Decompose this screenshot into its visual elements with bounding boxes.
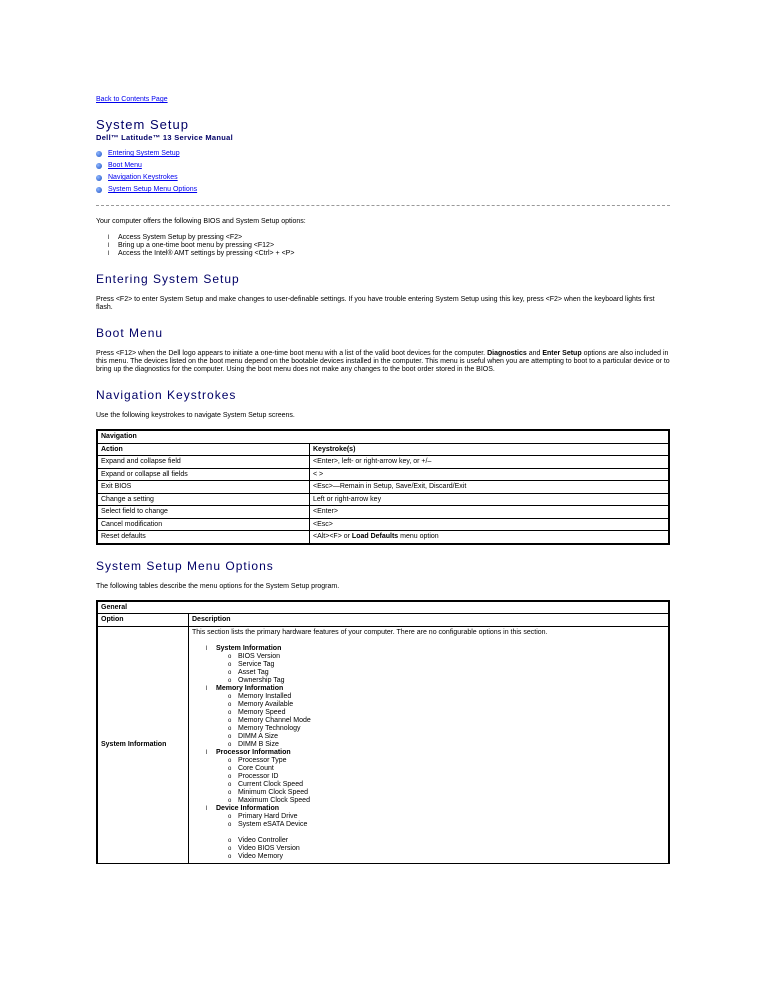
column-header-keystrokes: Keystroke(s) <box>310 443 670 456</box>
table-row: Change a setting Left or right-arrow key <box>97 493 669 506</box>
sub-list-marker-icon: o <box>228 701 232 708</box>
table-row: Exit BIOS <Esc>—Remain in Setup, Save/Exit, Discard/Exit <box>97 481 669 494</box>
info-group-item: o Memory Technology <box>228 724 301 732</box>
info-group-item: o Processor Type <box>228 756 287 764</box>
info-group-item: o Video BIOS Version <box>228 844 300 852</box>
info-group-heading: l Device Information <box>206 804 280 812</box>
info-group-item: o System eSATA Device <box>228 820 308 828</box>
sub-list-marker-icon: o <box>228 773 232 780</box>
intro-text: Your computer offers the following BIOS and System Setup options: <box>96 218 306 225</box>
info-group-item: o Asset Tag <box>228 668 269 676</box>
info-group-item: o Video Controller <box>228 836 289 844</box>
info-group-item: o BIOS Version <box>228 652 281 660</box>
sub-list-marker-icon: o <box>228 725 232 732</box>
info-group-item: o Primary Hard Drive <box>228 812 298 820</box>
info-groups <box>192 645 665 861</box>
entering-text: Press <F2> to enter System Setup and make changes to user-definable settings. If you have trouble entering System Setup using this key, press <F2> when the keyboard lights first flash. <box>96 296 655 311</box>
column-header-description: Description <box>189 614 670 627</box>
table-row <box>97 626 669 863</box>
sub-list-marker-icon: o <box>228 677 232 684</box>
list-item: l Access System Setup by pressing <F2> <box>108 234 243 241</box>
info-group-item: o Ownership Tag <box>228 676 285 684</box>
toc-link-system-setup-menu-options[interactable]: System Setup Menu Options <box>108 186 198 193</box>
back-to-contents-link[interactable]: Back to Contents Page <box>96 96 168 103</box>
heading-entering-system-setup: Entering System Setup <box>96 272 240 286</box>
info-group-item: o Memory Speed <box>228 708 286 716</box>
info-group-item: o Video Memory <box>228 852 284 860</box>
sub-list-marker-icon: o <box>228 733 232 740</box>
sub-list-marker-icon: o <box>228 765 232 772</box>
info-group-item: o Service Tag <box>228 660 275 668</box>
document-page <box>96 96 670 864</box>
info-group-item: o Memory Channel Mode <box>228 716 311 724</box>
heading-navigation-keystrokes: Navigation Keystrokes <box>96 388 237 402</box>
list-item: l Bring up a one-time boot menu by pressing <F12> <box>108 242 275 249</box>
nav-intro-text: Use the following keystrokes to navigate System Setup screens. <box>96 412 295 419</box>
heading-system-setup-menu-options: System Setup Menu Options <box>96 558 274 573</box>
info-group-item: o Memory Available <box>228 700 294 708</box>
bullet-icon <box>96 163 102 169</box>
sub-list-marker-icon: o <box>228 821 232 828</box>
sub-list-marker-icon: o <box>228 837 232 844</box>
list-marker-icon: l <box>206 805 208 812</box>
navigation-table <box>96 429 670 545</box>
info-group-item: o Processor ID <box>228 772 279 780</box>
table-section-header: General <box>97 601 669 614</box>
list-marker-icon: l <box>206 645 208 652</box>
options-list <box>108 234 670 258</box>
info-group-heading: l Processor Information <box>206 748 291 756</box>
table-of-contents <box>96 148 670 196</box>
info-group-item: o DIMM A Size <box>228 732 279 740</box>
list-marker-icon: l <box>108 235 110 241</box>
sub-list-marker-icon: o <box>228 653 232 660</box>
sub-list-marker-icon: o <box>228 709 232 716</box>
column-header-action: Action <box>97 443 310 456</box>
sub-list-marker-icon: o <box>228 845 232 852</box>
toc-link-boot-menu[interactable]: Boot Menu <box>108 162 142 169</box>
page-title: System Setup <box>96 117 189 132</box>
toc-item <box>96 184 670 196</box>
table-row: Reset defaults <Alt><F> or Load Defaults menu option <box>97 531 669 544</box>
sub-list-marker-icon: o <box>228 661 232 668</box>
list-marker-icon: l <box>108 243 110 249</box>
heading-boot-menu: Boot Menu <box>96 326 164 340</box>
toc-item <box>96 160 670 172</box>
list-marker-icon: l <box>108 251 110 257</box>
sub-list-marker-icon: o <box>228 853 232 860</box>
toc-item <box>96 172 670 184</box>
info-group-item: o Minimum Clock Speed <box>228 788 309 796</box>
sub-list-marker-icon: o <box>228 789 232 796</box>
sub-list-marker-icon: o <box>228 741 232 748</box>
table-row: Cancel modification <Esc> <box>97 518 669 531</box>
info-group-item: o Maximum Clock Speed <box>228 796 310 804</box>
sub-list-marker-icon: o <box>228 693 232 700</box>
info-group-item: o Core Count <box>228 764 274 772</box>
table-row: Expand or collapse all fields < > <box>97 468 669 481</box>
table-row: Select field to change <Enter> <box>97 506 669 519</box>
spacer <box>192 829 665 837</box>
boot-text: Press <F12> when the Dell logo appears to initiate a one-time boot menu with a list of the valid boot devices for the computer. Diagnostics and Enter Setup options are also included in this menu. The devices listed on the boot menu depend on the bootable devices installed in the computer. This menu is useful when you are attempting to boot to a particular device or to bring up the diagnostics for the computer. Using the boot menu does not make any changes to the boot order stored in the BIOS. <box>96 350 670 373</box>
info-group-item: o DIMM B Size <box>228 740 279 748</box>
sub-list-marker-icon: o <box>228 813 232 820</box>
info-group-heading: l Memory Information <box>206 684 284 692</box>
column-header-option: Option <box>97 614 189 627</box>
list-marker-icon: l <box>206 685 208 692</box>
bullet-icon <box>96 175 102 181</box>
option-system-information: System Information <box>97 626 189 863</box>
toc-link-entering-system-setup[interactable]: Entering System Setup <box>108 150 180 157</box>
sub-list-marker-icon: o <box>228 717 232 724</box>
toc-item <box>96 148 670 160</box>
table-section-header: Navigation <box>97 430 669 443</box>
table-row: Expand and collapse field <Enter>, left- or right-arrow key, or +/– <box>97 456 669 469</box>
sub-list-marker-icon: o <box>228 757 232 764</box>
info-group-heading: l System Information <box>206 644 282 652</box>
bullet-icon <box>96 187 102 193</box>
toc-link-navigation-keystrokes[interactable]: Navigation Keystrokes <box>108 174 178 181</box>
description-system-information: This section lists the primary hardware features of your computer. There are no configurable options in this section. l System Information o BIOS Version o Service Tag o Asset Tag o Ownership Tag l Memory Information o Memory Installed o Memory Available o Memory Speed o Memory Channel Mode o Memory Technology o DIMM A Size o DIMM B Size l Processor Information o Processor Type o Core Count o Processor ID o Current Clock Speed o Minimum Clock Speed o Maximum Clock Speed l Device Information o Primary Hard Drive o System eSATA Device o Video Controller o Video BIOS Version o Video Memory <box>189 626 670 863</box>
sub-list-marker-icon: o <box>228 797 232 804</box>
list-item: l Access the Intel® AMT settings by pressing <Ctrl> + <P> <box>108 250 295 257</box>
info-group-item: o Current Clock Speed <box>228 780 303 788</box>
section-divider <box>96 205 670 206</box>
bullet-icon <box>96 151 102 157</box>
menu-intro-text: The following tables describe the menu options for the System Setup program. <box>96 582 340 590</box>
page-subtitle: Dell™ Latitude™ 13 Service Manual <box>96 133 234 142</box>
info-group-item: o Memory Installed <box>228 692 292 700</box>
sub-list-marker-icon: o <box>228 669 232 676</box>
general-options-table <box>96 600 670 864</box>
list-marker-icon: l <box>206 749 208 756</box>
sub-list-marker-icon: o <box>228 781 232 788</box>
